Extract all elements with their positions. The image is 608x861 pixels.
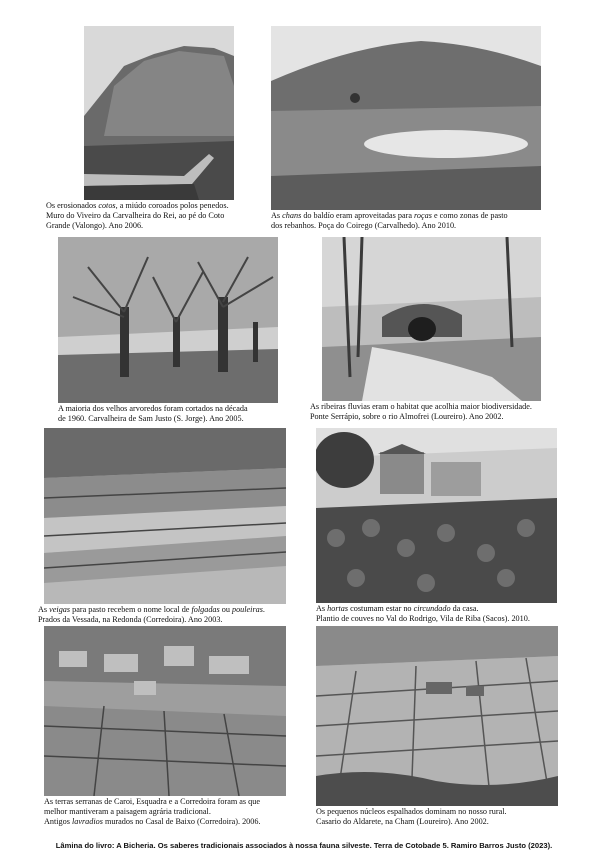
caption-photo-6: As hortas costumam estar no circundado da casa. Plantio de couves no Val do Rodrigo, Vila de Riba (Sacos). 2010. [316,604,530,623]
photo-prados-da-vessada [44,428,286,604]
caption-photo-2: As chans do baldío eram aproveitadas para roças e como zonas de pasto dos rebanhos. Poça do Coirego (Carvalhedo). Ano 2010. [271,211,508,230]
caption-photo-3: A maioria dos velhos arvoredos foram cortados na década de 1960. Carvalheira de Sam Justo (S. Jorge). Ano 2005. [58,404,248,423]
photo-ponte-serrapio [322,237,541,401]
photo-carvalheira-sam-justo [58,237,278,403]
photo-casal-de-baixo [44,626,286,796]
caption-photo-1: Os erosionados cotos, a miúdo coroados polos penedos. Muro do Viveiro da Carvalheira do Rei, ao pé do Coto Grande (Valongo). Ano 2006. [46,201,229,230]
caption-photo-5: As veigas para pasto recebem o nome local de folgadas ou pouleiras. Prados da Vessada, na Redonda (Corredoira). Ano 2003. [38,605,265,624]
photo-coto-stone-wall [84,26,234,200]
photo-casario-do-aldarete [316,626,558,806]
caption-photo-4: As ribeiras fluvias eram o habitat que acolhia maior biodiversidade. Ponte Serrápio, sobre o rio Almofrei (Loureiro). Ano 2002. [310,402,532,421]
photo-plantio-de-couves [316,428,557,603]
photo-poca-do-coirego [271,26,541,210]
caption-photo-8: Os pequenos núcleos espalhados dominam no nosso rural. Casario do Aldarete, na Cham (Loureiro). Ano 2002. [316,807,507,826]
plate-footer: Lâmina do livro: A Bicheria. Os saberes tradicionais associados à nossa fauna silveste. Terra de Cotobade 5. Ramiro Barros Justo (2023). [55,841,553,850]
caption-photo-7: As terras serranas de Caroi, Esquadra e a Corredoira foram as que melhor mantiveram a paisagem agrária tradicional. Antigos lavradios murados no Casal de Baixo (Corredoira). 2006. [44,797,261,826]
